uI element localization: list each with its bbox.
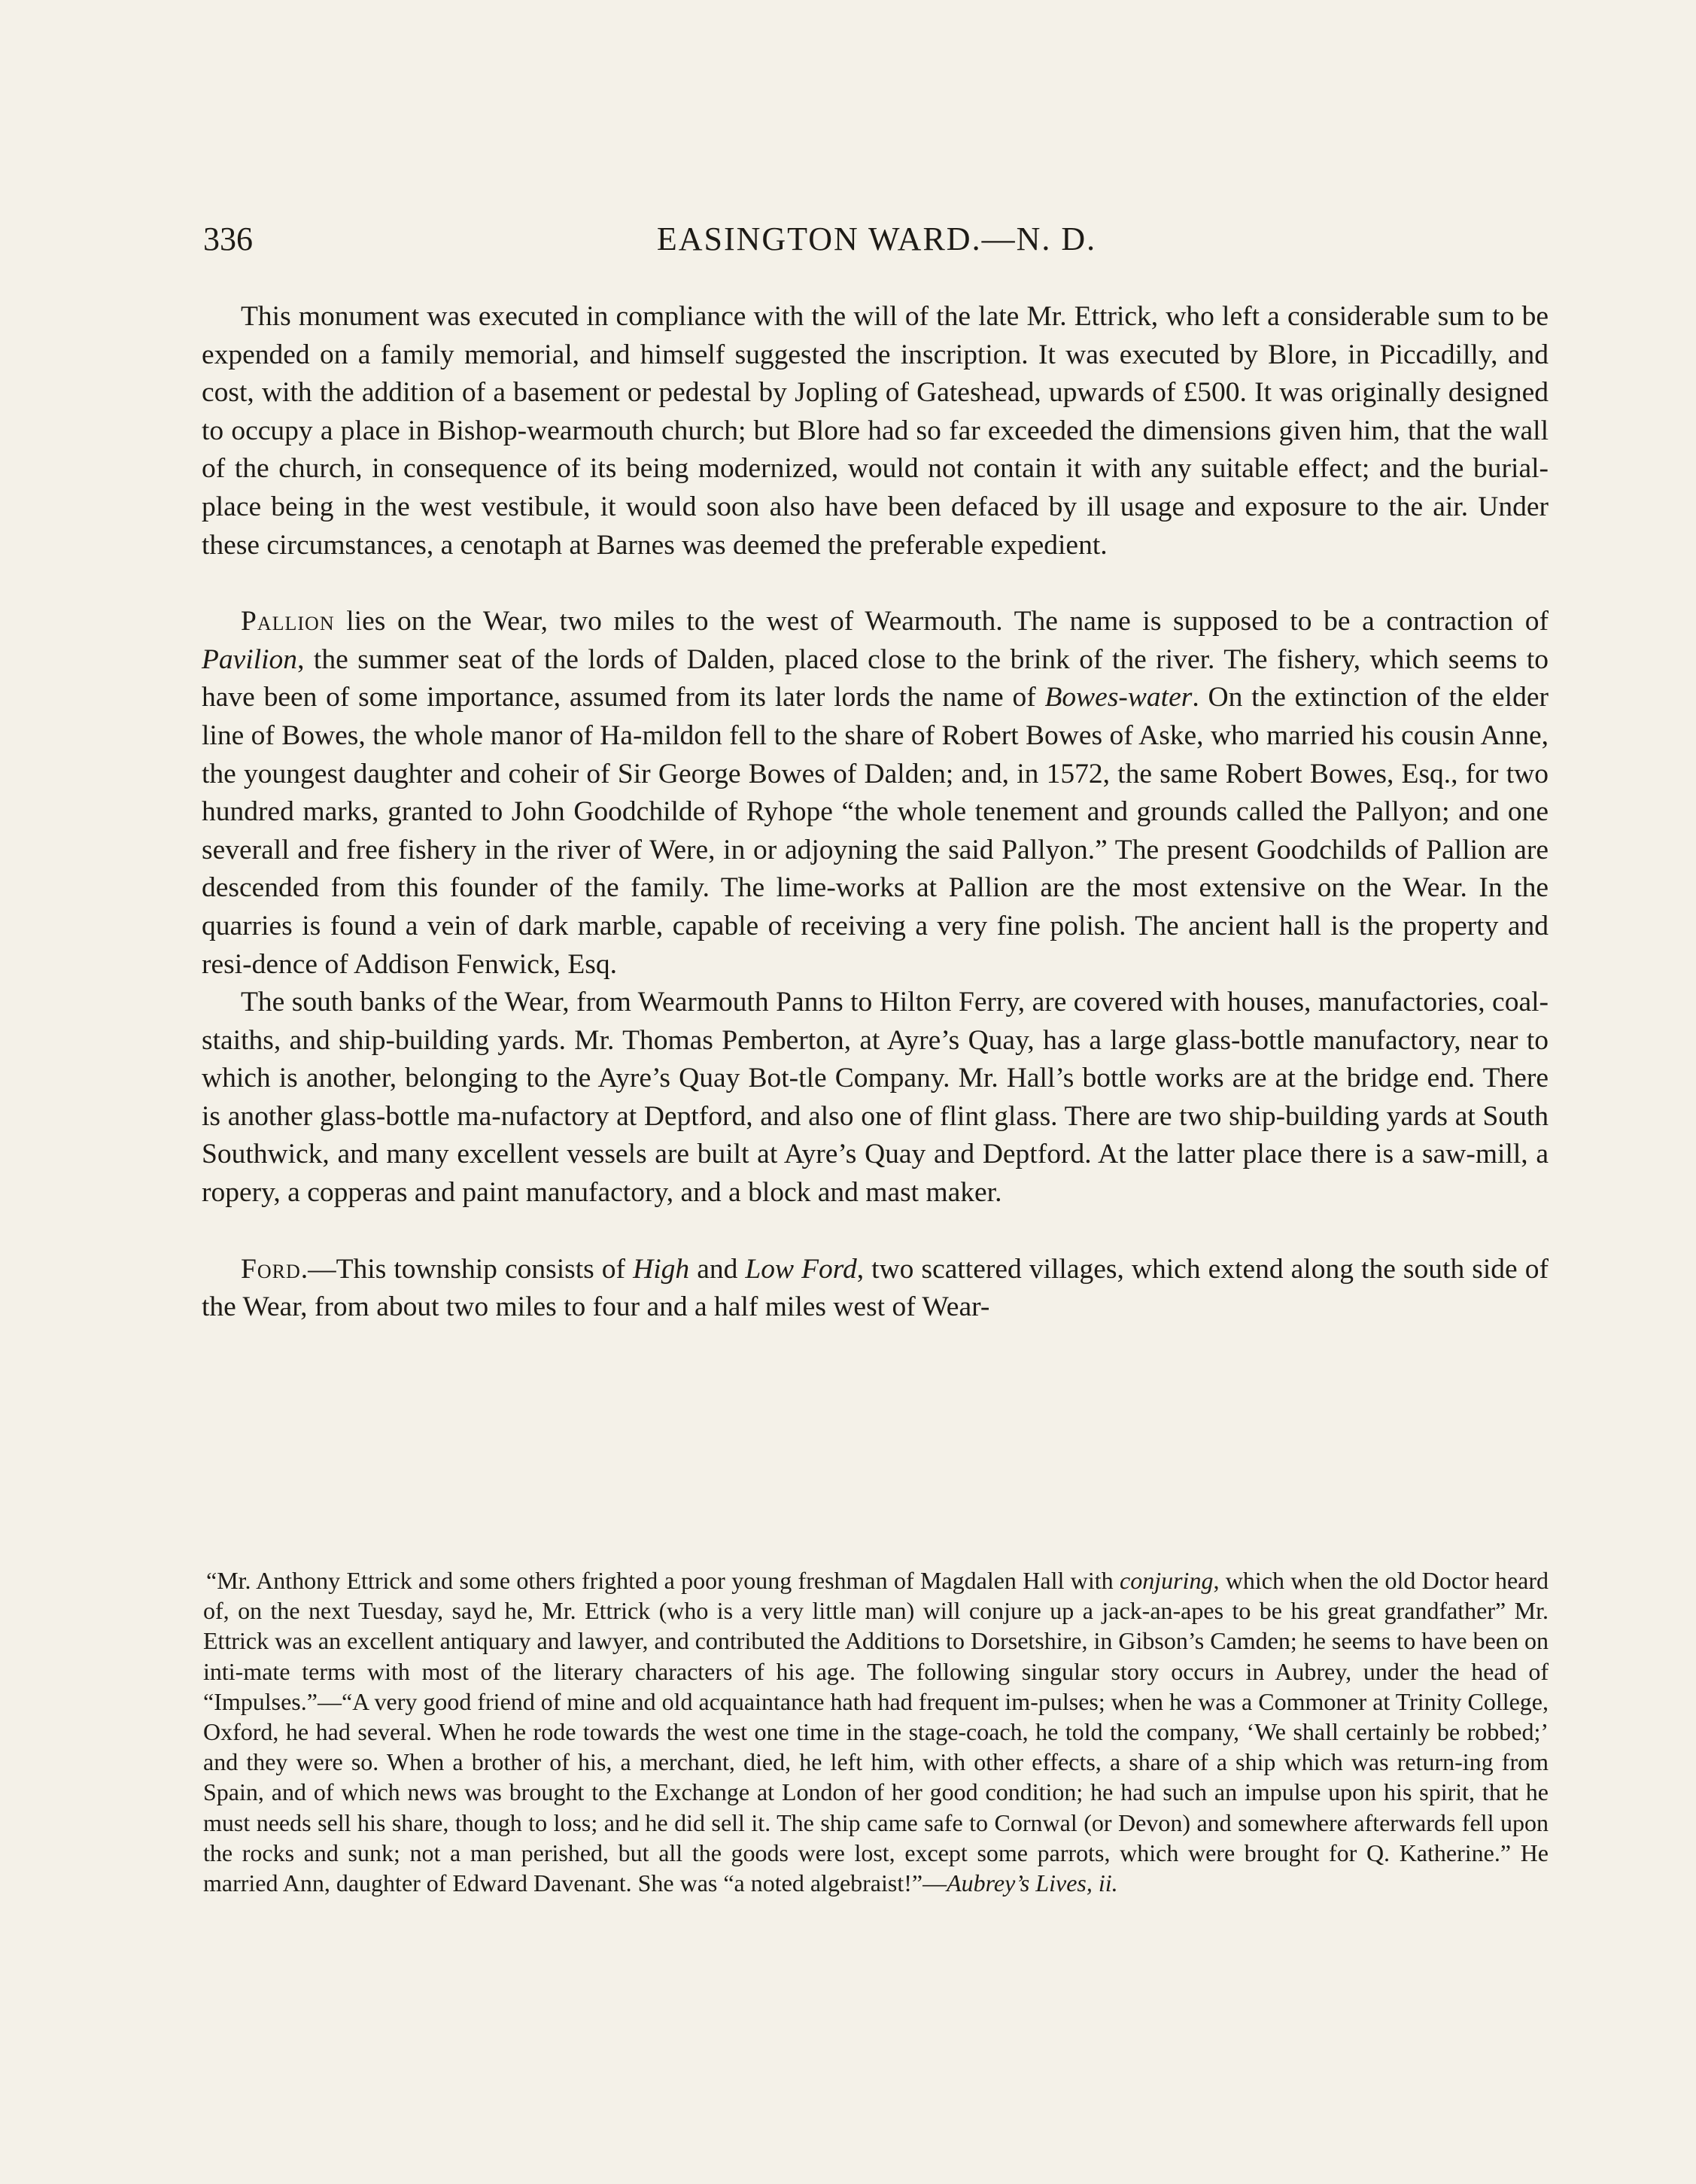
main-text	[202, 298, 1549, 1327]
italic-conjuring: conjuring	[1120, 1567, 1214, 1594]
italic-bowes-water: Bowes-water	[1044, 682, 1193, 713]
footnote	[203, 1565, 1549, 1898]
page-number: 336	[203, 221, 253, 257]
paragraph-ford: Ford.—This township consists of High and Low Ford, two scattered villages, which extend along the south side of the Wear, from about two miles to four and a half miles west of Wear-	[202, 1253, 1549, 1323]
italic-low-ford: Low Ford	[745, 1253, 857, 1285]
paragraph-south-banks: The south banks of the Wear, from Wearmouth Panns to Hilton Ferry, are covered with houses, manufactories, coal-staiths, and ship-building yards. Mr. Thomas Pemberton, at Ayre’s Quay, has a large glass-bottle manufactory, near to which is another, belonging to the Ayre’s Quay Bot-tle Company. Mr. Hall’s bottle works are at the bridge end. There is another glass-bottle ma-nufactory at Deptford, and also one of flint glass. There are two ship-building yards at South Southwick, and many excellent vessels are built at Ayre’s Quay and Deptford. At the latter place there is a saw-mill, a ropery, a copperas and paint manufactory, and a block and mast maker.	[202, 987, 1549, 1209]
pallion-heading: Pallion	[241, 606, 335, 637]
italic-pavilion: Pavilion	[202, 643, 298, 675]
footnote-text: “Mr. Anthony Ettrick and some others frighted a poor young freshman of Magdalen Hall with conjuring, which when the old Doctor heard of, on the next Tuesday, sayd he, Mr. Ettrick (who is a very little man) will conjure up a jack-an-apes to be his great grandfather” Mr. Ettrick was an excellent antiquary and lawyer, and contributed the Additions to Dorsetshire, in Gibson’s Camden; he seems to have been on inti-mate terms with most of the literary characters of his age. The following singular story occurs in Aubrey, under the head of “Impulses.”—“A very good friend of mine and old acquaintance hath had frequent im-pulses; when he was a Commoner at Trinity College, Oxford, he had several. When he rode towards the west one time in the stage-coach, he told the company, ‘We shall certainly be robbed;’ and they were so. When a brother of his, a merchant, died, he left him, with other effects, a share of a ship which was return-ing from Spain, and of which news was brought to the Exchange at London of her good condition; he had such an impulse upon his spirit, that he must needs sell his share, though to loss; and he did sell it. The ship came safe to Cornwal (or Devon) and somewhere afterwards fell upon the rocks and sunk; not a man perished, but all the goods were lost, except some parrots, which were brought for Q. Katherine.” He married Ann, daughter of Edward Davenant. She was “a noted algebraist!”—Aubrey’s Lives, ii.	[203, 1567, 1549, 1897]
running-head: EASINGTON WARD.—N. D.	[656, 221, 1097, 257]
footnote-citation: Aubrey’s Lives, ii.	[947, 1869, 1118, 1897]
paragraph-monument: This monument was executed in compliance with the will of the late Mr. Ettrick, who left a considerable sum to be expended on a family memorial, and himself suggested the inscription. It was executed by Blore, in Piccadilly, and cost, with the addition of a basement or pedestal by Jopling of Gateshead, upwards of £500. It was originally designed to occupy a place in Bishop-wearmouth church; but Blore had so far exceeded the dimensions given him, that the wall of the church, in consequence of its being modernized, would not contain it with any suitable effect; and the burial-place being in the west vestibule, it would soon also have been defaced by ill usage and exposure to the air. Under these circumstances, a cenotaph at Barnes was deemed the preferable expedient.	[202, 301, 1549, 561]
page-header	[203, 220, 1550, 268]
paragraph-pallion: Pallion lies on the Wear, two miles to the west of Wearmouth. The name is supposed to be a contraction of Pavilion, the summer seat of the lords of Dalden, placed close to the brink of the river. The fishery, which seems to have been of some importance, assumed from its later lords the name of Bowes-water. On the extinction of the elder line of Bowes, the whole manor of Ha-mildon fell to the share of Robert Bowes of Aske, who married his cousin Anne, the youngest daughter and coheir of Sir George Bowes of Dalden; and, in 1572, the same Robert Bowes, Esq., for two hundred marks, granted to John Goodchilde of Ryhope “the whole tenement and grounds called the Pallyon; and one severall and free fishery in the river of Were, in or adjoyning the said Pallyon.” The present Goodchilds of Pallion are descended from this founder of the family. The lime-works at Pallion are the most extensive on the Wear. In the quarries is found a vein of dark marble, capable of receiving a very fine polish. The ancient hall is the property and resi-dence of Addison Fenwick, Esq.	[202, 606, 1549, 980]
ford-heading: Ford	[241, 1253, 301, 1285]
italic-high: High	[633, 1253, 690, 1285]
